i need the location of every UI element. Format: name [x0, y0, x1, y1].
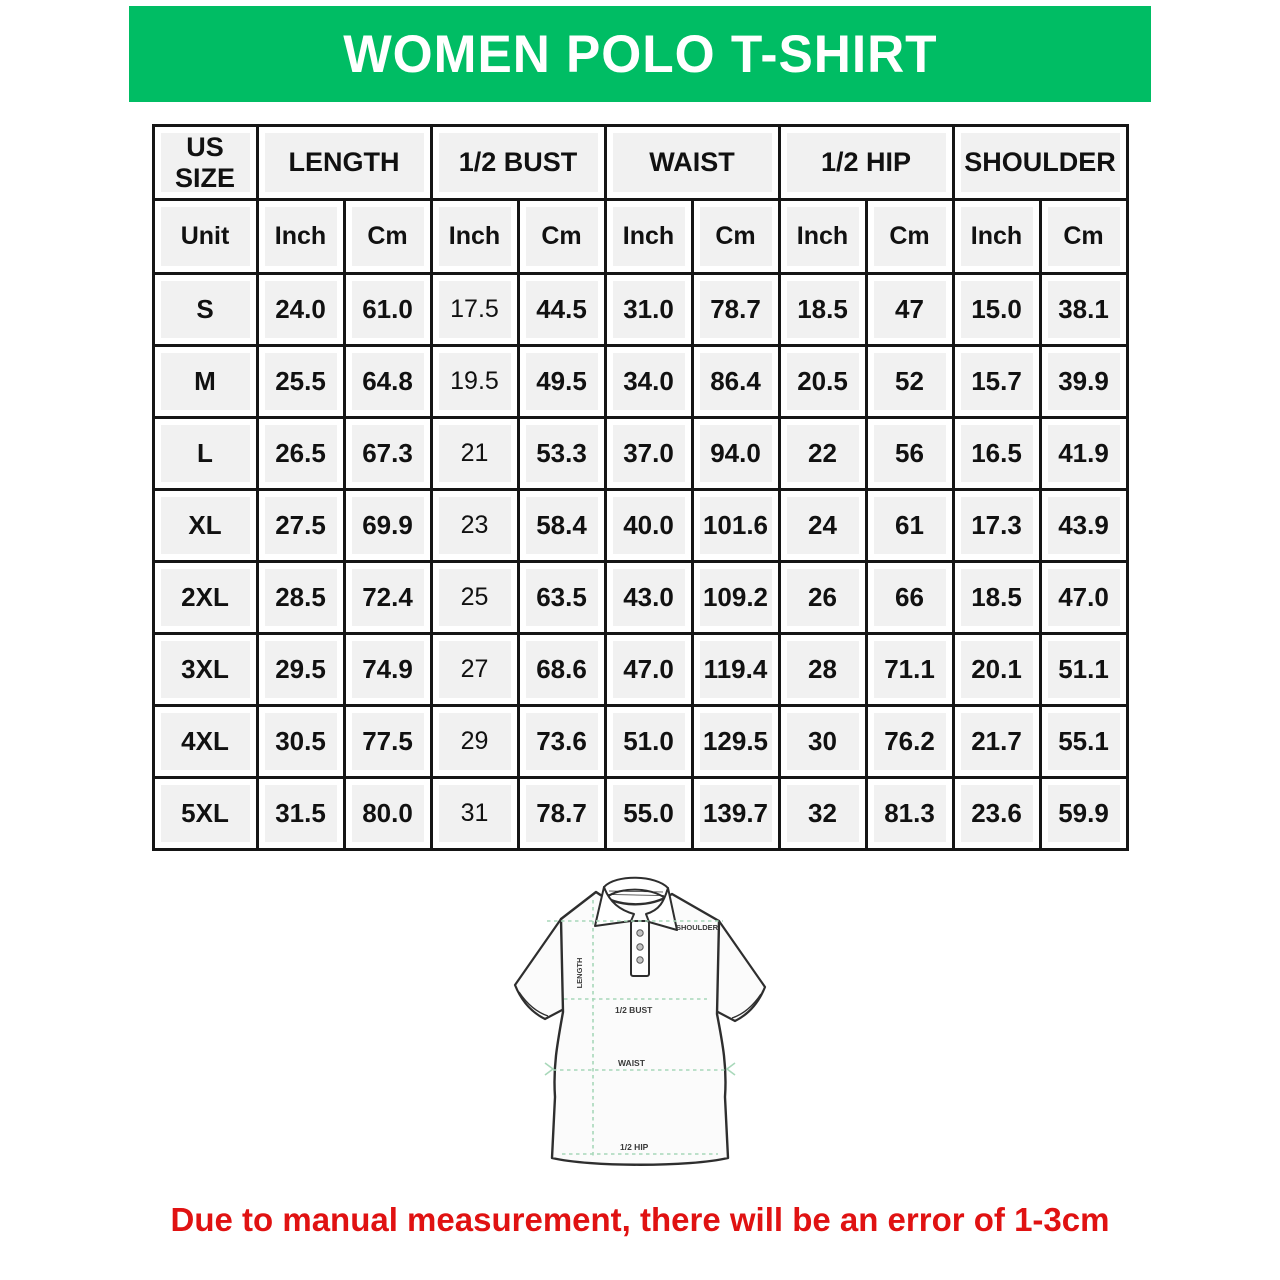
value-cell: 32	[779, 778, 866, 850]
diagram-label-half-bust: 1/2 BUST	[615, 1005, 653, 1015]
value-cell: 30	[779, 706, 866, 778]
size-label-cell: M	[153, 346, 257, 418]
value-cell: 31.0	[605, 274, 692, 346]
value-cell: 25	[431, 562, 518, 634]
value-cell: 25.5	[257, 346, 344, 418]
column-header-half-bust: 1/2 BUST	[431, 126, 605, 200]
value-cell: 68.6	[518, 634, 605, 706]
value-cell: 44.5	[518, 274, 605, 346]
value-cell: 73.6	[518, 706, 605, 778]
size-row-s	[153, 274, 1127, 346]
measurement-disclaimer: Due to manual measurement, there will be an error of 1-3cm	[170, 1201, 1110, 1238]
polo-shirt-illustration	[500, 865, 780, 1185]
unit-header-row	[153, 200, 1127, 274]
unit-header-cell: Cm	[692, 200, 779, 274]
value-cell: 22	[779, 418, 866, 490]
value-cell: 24.0	[257, 274, 344, 346]
value-cell: 74.9	[344, 634, 431, 706]
column-header-length: LENGTH	[257, 126, 431, 200]
value-cell: 86.4	[692, 346, 779, 418]
value-cell: 23	[431, 490, 518, 562]
value-cell: 21.7	[953, 706, 1040, 778]
size-row-3xl	[153, 634, 1127, 706]
value-cell: 39.9	[1040, 346, 1127, 418]
size-label-cell: 2XL	[153, 562, 257, 634]
unit-header-cell: Cm	[866, 200, 953, 274]
value-cell: 59.9	[1040, 778, 1127, 850]
value-cell: 53.3	[518, 418, 605, 490]
diagram-label-shoulder: SHOULDER	[676, 923, 719, 932]
value-cell: 16.5	[953, 418, 1040, 490]
value-cell: 17.3	[953, 490, 1040, 562]
value-cell: 119.4	[692, 634, 779, 706]
value-cell: 27	[431, 634, 518, 706]
value-cell: 31.5	[257, 778, 344, 850]
value-cell: 20.5	[779, 346, 866, 418]
unit-header-cell: Unit	[153, 200, 257, 274]
value-cell: 18.5	[779, 274, 866, 346]
size-label-cell: 4XL	[153, 706, 257, 778]
value-cell: 58.4	[518, 490, 605, 562]
value-cell: 71.1	[866, 634, 953, 706]
value-cell: 55.0	[605, 778, 692, 850]
size-label-cell: XL	[153, 490, 257, 562]
value-cell: 30.5	[257, 706, 344, 778]
value-cell: 51.1	[1040, 634, 1127, 706]
value-cell: 47.0	[605, 634, 692, 706]
polo-shirt-diagram	[500, 865, 780, 1185]
value-cell: 55.1	[1040, 706, 1127, 778]
value-cell: 17.5	[431, 274, 518, 346]
size-label-cell: S	[153, 274, 257, 346]
size-table-body	[153, 274, 1127, 850]
size-row-2xl	[153, 562, 1127, 634]
column-header-half-hip: 1/2 HIP	[779, 126, 953, 200]
value-cell: 20.1	[953, 634, 1040, 706]
value-cell: 43.9	[1040, 490, 1127, 562]
unit-header-cell: Inch	[605, 200, 692, 274]
value-cell: 77.5	[344, 706, 431, 778]
diagram-label-half-hip: 1/2 HIP	[620, 1142, 649, 1152]
value-cell: 94.0	[692, 418, 779, 490]
size-label-cell: L	[153, 418, 257, 490]
value-cell: 21	[431, 418, 518, 490]
value-cell: 49.5	[518, 346, 605, 418]
value-cell: 52	[866, 346, 953, 418]
value-cell: 139.7	[692, 778, 779, 850]
value-cell: 61	[866, 490, 953, 562]
size-row-l	[153, 418, 1127, 490]
value-cell: 43.0	[605, 562, 692, 634]
value-cell: 28	[779, 634, 866, 706]
value-cell: 51.0	[605, 706, 692, 778]
column-header-waist: WAIST	[605, 126, 779, 200]
value-cell: 15.0	[953, 274, 1040, 346]
diagram-label-length: LENGTH	[575, 957, 584, 989]
unit-header-cell: Inch	[257, 200, 344, 274]
value-cell: 28.5	[257, 562, 344, 634]
unit-header-cell: Cm	[344, 200, 431, 274]
value-cell: 38.1	[1040, 274, 1127, 346]
value-cell: 56	[866, 418, 953, 490]
value-cell: 61.0	[344, 274, 431, 346]
value-cell: 26	[779, 562, 866, 634]
diagram-label-waist: WAIST	[618, 1058, 645, 1068]
unit-header-cell: Cm	[1040, 200, 1127, 274]
value-cell: 47.0	[1040, 562, 1127, 634]
value-cell: 76.2	[866, 706, 953, 778]
value-cell: 29.5	[257, 634, 344, 706]
value-cell: 27.5	[257, 490, 344, 562]
value-cell: 69.9	[344, 490, 431, 562]
title-banner	[129, 6, 1151, 102]
size-label-cell: 5XL	[153, 778, 257, 850]
value-cell: 47	[866, 274, 953, 346]
value-cell: 41.9	[1040, 418, 1127, 490]
unit-header-cell: Inch	[953, 200, 1040, 274]
value-cell: 78.7	[692, 274, 779, 346]
value-cell: 129.5	[692, 706, 779, 778]
page-title: WOMEN POLO T-SHIRT	[342, 24, 938, 84]
value-cell: 26.5	[257, 418, 344, 490]
value-cell: 64.8	[344, 346, 431, 418]
value-cell: 109.2	[692, 562, 779, 634]
column-header-shoulder: SHOULDER	[953, 126, 1127, 200]
value-cell: 23.6	[953, 778, 1040, 850]
value-cell: 15.7	[953, 346, 1040, 418]
value-cell: 67.3	[344, 418, 431, 490]
group-header-row	[153, 126, 1127, 200]
value-cell: 40.0	[605, 490, 692, 562]
size-label-cell: 3XL	[153, 634, 257, 706]
value-cell: 66	[866, 562, 953, 634]
buttons	[637, 930, 643, 963]
value-cell: 37.0	[605, 418, 692, 490]
size-table	[152, 124, 1129, 851]
unit-header-cell: Inch	[779, 200, 866, 274]
value-cell: 101.6	[692, 490, 779, 562]
value-cell: 34.0	[605, 346, 692, 418]
value-cell: 80.0	[344, 778, 431, 850]
unit-header-cell: Inch	[431, 200, 518, 274]
value-cell: 72.4	[344, 562, 431, 634]
value-cell: 29	[431, 706, 518, 778]
value-cell: 18.5	[953, 562, 1040, 634]
size-row-m	[153, 346, 1127, 418]
column-header-us-size: US SIZE	[153, 126, 257, 200]
value-cell: 78.7	[518, 778, 605, 850]
value-cell: 81.3	[866, 778, 953, 850]
value-cell: 24	[779, 490, 866, 562]
size-row-xl	[153, 490, 1127, 562]
size-row-4xl	[153, 706, 1127, 778]
size-row-5xl	[153, 778, 1127, 850]
value-cell: 19.5	[431, 346, 518, 418]
unit-header-cell: Cm	[518, 200, 605, 274]
value-cell: 63.5	[518, 562, 605, 634]
value-cell: 31	[431, 778, 518, 850]
